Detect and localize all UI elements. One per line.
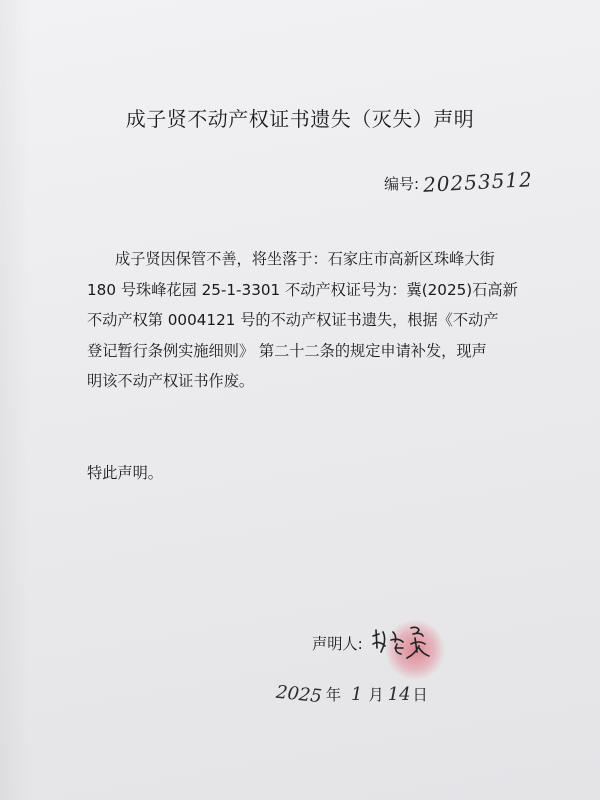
- document-number-label: 编号:: [384, 175, 420, 193]
- date-month-unit: 月: [368, 686, 384, 704]
- handwritten-signature: [367, 618, 447, 668]
- document-title: 成子贤不动产权证书遗失（灭失）声明: [125, 107, 475, 131]
- closing-statement: 特此声明。: [87, 464, 163, 482]
- signing-date: [275, 681, 428, 708]
- date-day: 14: [387, 684, 411, 705]
- document-number: [384, 167, 534, 197]
- declaration-body: [87, 244, 527, 397]
- date-day-unit: 日: [412, 686, 428, 704]
- date-year-unit: 年: [325, 686, 341, 704]
- declarant-block: [312, 618, 447, 668]
- body-line: 成子贤因保管不善，将坐落于：石家庄市高新区珠峰大街: [115, 250, 495, 268]
- signature-area: [367, 618, 447, 668]
- body-line: 不动产权第 0004121 号的不动产权证书遗失，根据《不动产: [87, 311, 499, 329]
- body-line: 明该不动产权证书作废。: [87, 372, 255, 390]
- declarant-label: 声明人:: [312, 634, 363, 653]
- date-month: 1: [351, 684, 363, 705]
- body-line: 180 号珠峰花园 25-1-3301 不动产权证号为：冀(2025)石高新: [87, 280, 518, 299]
- body-line: 登记暂行条例实施细则》 第二十二条的规定申请补发，现声: [87, 341, 487, 360]
- date-year: 2025: [275, 681, 323, 708]
- document-number-value: 20253512: [422, 167, 534, 197]
